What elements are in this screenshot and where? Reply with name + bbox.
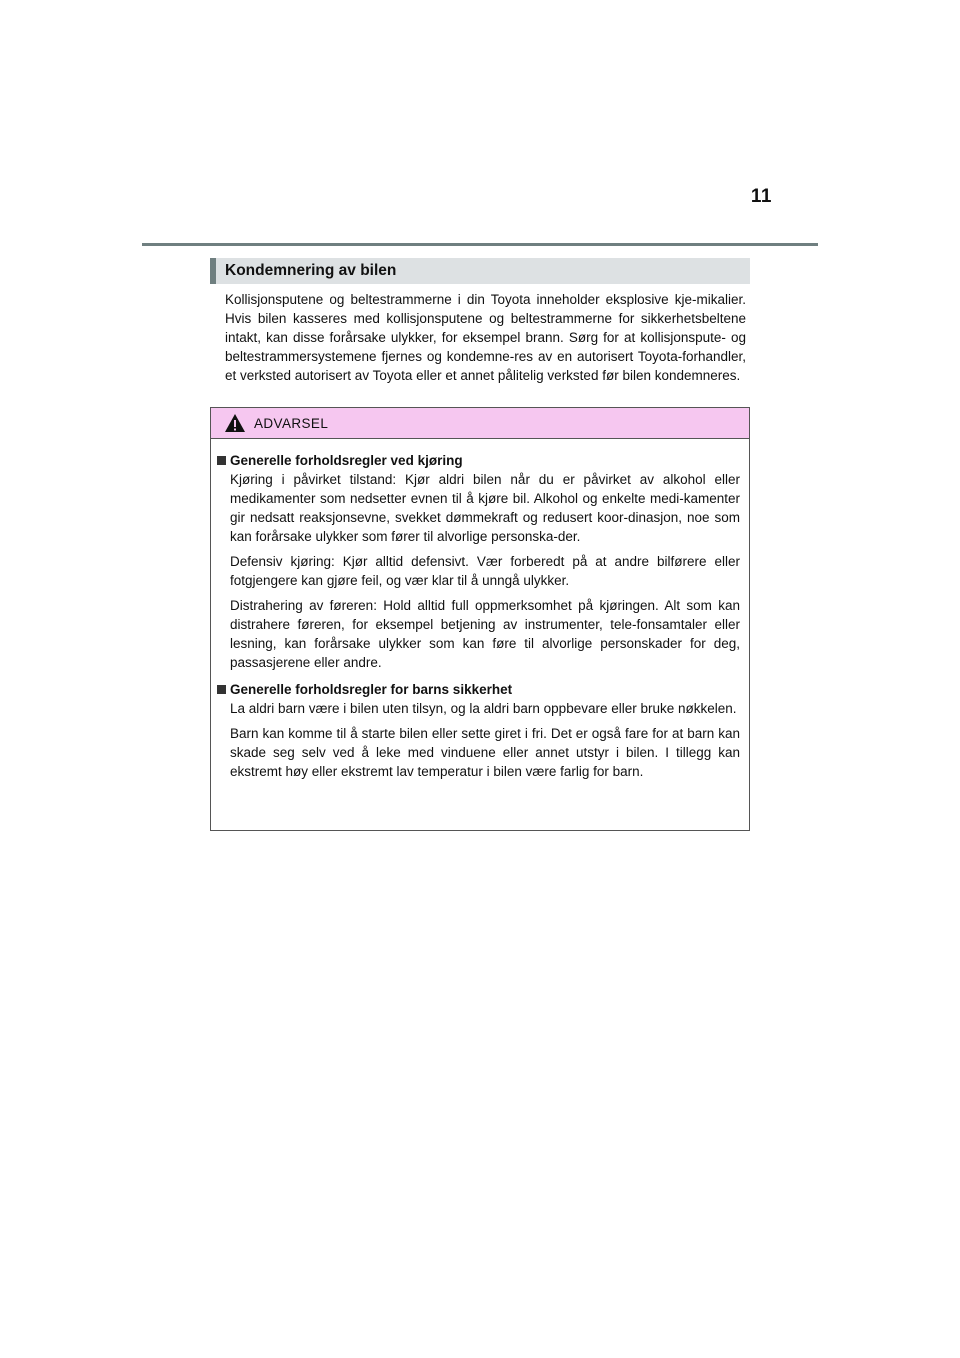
warning-body — [211, 439, 749, 781]
section-title: Kondemnering av bilen — [225, 262, 397, 279]
warning-item-title-text: Generelle forholdsregler for barns sikkerhet — [230, 682, 513, 697]
square-bullet-icon — [217, 456, 226, 465]
section-header — [210, 258, 750, 284]
intro-paragraph: Kollisjonsputene og beltestrammerne i din Toyota inneholder eksplosive kje-mikalier. Hvis bilen kasseres med kollisjonsputene og beltestrammerne for sikkerhetsbeltene intakt, kan disse forårsake ulykker, for eksempel brann. Sørg for at kollisjonspute- og beltestrammersystemene fjernes og kondemne-res av en autorisert Toyota-forhandler, et verksted autorisert av Toyota eller et annet pålitelig verksted før bilen kondemneres. — [225, 292, 746, 383]
warning-paragraph: Distrahering av føreren: Hold alltid full oppmerksomhet på kjøringen. Alt som kan distrahere føreren, for eksempel betjening av instrumenter, tele-fonsamtaler eller lesning, kan forårsake ulykker som kan føre til alvorlige personskader for deg, passasjerene eller andre. — [230, 598, 740, 670]
section-header-bar — [210, 258, 216, 284]
warning-triangle-icon — [224, 413, 246, 433]
warning-paragraph: Kjøring i påvirket tilstand: Kjør aldri bilen når du er påvirket av alkohol eller medikamenter som nedsetter evnen til å kjøre bil. Alkohol og enkelte medi-kamenter gir nedsatt reaksjonsevne, svekket dømmekraft og redusert koor-dinasjon, noe som kan forårsake ulykker som fører til alvorlige personska-der. — [230, 472, 740, 544]
page-number: 11 — [750, 186, 772, 207]
warning-item-title — [217, 680, 740, 699]
warning-paragraph: La aldri barn være i bilen uten tilsyn, og la aldri barn oppbevare eller bruke nøkkelen. — [230, 701, 737, 716]
warning-paragraph: Defensiv kjøring: Kjør alltid defensivt. Vær forberedt på at andre bilførere eller fotgjengere kan gjøre feil, og vær klar til å unngå ulykker. — [230, 554, 740, 588]
warning-box — [210, 407, 750, 831]
warning-item-title — [217, 451, 740, 470]
warning-paragraph: Barn kan komme til å starte bilen eller sette giret i fri. Det er også fare for at barn kan skade seg selv ved å leke med vinduene eller annet utstyr i bilen. I tillegg kan ekstremt høy eller ekstremt lav temperatur i bilen være farlig for barn. — [230, 726, 740, 779]
warning-header — [211, 408, 749, 439]
warning-label: ADVARSEL — [254, 415, 329, 431]
top-rule — [142, 243, 818, 246]
warning-item-title-text: Generelle forholdsregler ved kjøring — [230, 453, 463, 468]
square-bullet-icon — [217, 685, 226, 694]
